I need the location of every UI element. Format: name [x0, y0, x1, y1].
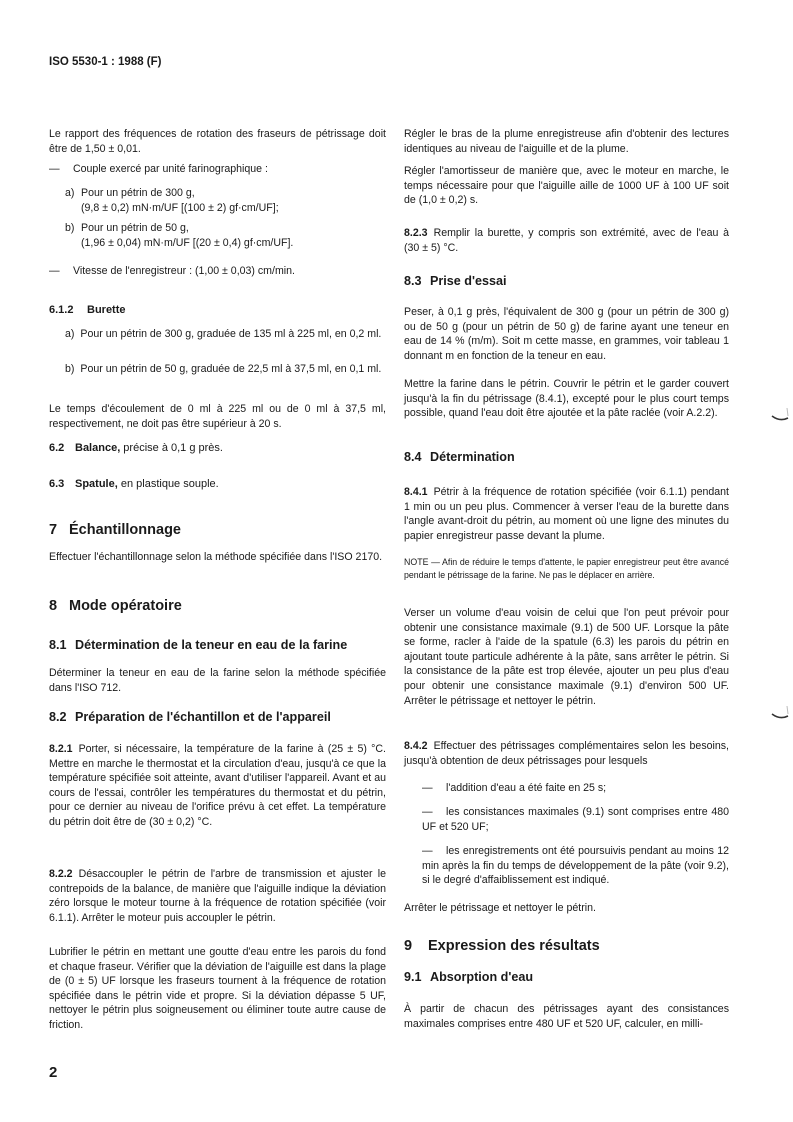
label: b) [65, 363, 75, 375]
heading-number: 9.1 [404, 970, 422, 984]
clause-8-4-1 [404, 485, 729, 543]
heading-8-2 [49, 710, 331, 724]
list-text: l'addition d'eau a été faite en 25 s; [446, 782, 607, 794]
clause-text: Désaccoupler le pétrin de l'arbre de transmission et ajuster le contrepoids de la balance, de manière que l'aiguille indique la déviation zéro lorsque le moteur tourne à la fréquence de rotation spécifiée (voir 6.1.1). Arrêter le moteur puis accoupler le pétrin. [49, 868, 386, 924]
document-header: ISO 5530-1 : 1988 (F) [49, 56, 162, 68]
heading-8-4 [404, 450, 515, 464]
line: Pour un pétrin de 50 g, [81, 222, 189, 234]
list-text: Couple exercé par unité farinographique : [73, 163, 268, 175]
clause-title: Balance, [75, 442, 121, 454]
clause-text: Porter, si nécessaire, la température de la farine à (25 ± 5) °C. Mettre en marche le thermostat et la circulation d'eau, jusqu'à ce que la température spécifiée soit atteinte, avant d'utiliser l'appareil. Avant et au cours de l'essai, contrôler les températures du thermostat et du pétrin, pour ce dernier au niveau de l'orifice prévu à cet effet. La température du pétrin doit être de (30 ± 0,2) °C. [49, 743, 386, 828]
list-item-burette-b [49, 362, 386, 377]
dash: — [422, 806, 433, 818]
heading-number: 9 [404, 938, 413, 954]
margin-change-mark [770, 408, 790, 424]
heading-number: 8.3 [404, 274, 422, 288]
clause-8-2-2 [49, 867, 386, 925]
list-item-condition [404, 781, 729, 796]
heading-8 [49, 598, 182, 614]
heading-title: Détermination de la teneur en eau de la farine [75, 638, 348, 652]
paragraph-peser: Peser, à 0,1 g près, l'équivalent de 300 g (pour un pétrin de 300 g) ou de 50 g (pour un pétrin de 50 g) de farine ayant une teneur en eau de 14 % (m/m). Soit m cette masse, en grammes, voir tableau 1 donnant m en fonction de la teneur en eau. [404, 306, 729, 362]
heading-title: Détermination [430, 450, 515, 464]
heading-number: 8.4 [404, 450, 422, 464]
label: a) [65, 187, 75, 199]
heading-7 [49, 522, 181, 538]
dash: — [49, 163, 60, 175]
paragraph-verser: Verser un volume d'eau voisin de celui que l'on peut prévoir pour obtenir une consistance maximale (9.1) de 500 UF. Lorsque la pâte se forme, racler à l'aide de la spatule (6.3) les parois du pétrin en ajoutant toute particule adhérente à la pâte, sans arrêter le pétrin. Si la consistance de la pâte est trop élevée, ajouter un peu plus d'eau pour obtenir une consistance maximale (9.1) d'environ 500 UF. Arrêter le pétrissage et nettoyer le pétrin. [404, 607, 729, 707]
paragraph-regler-amortisseur: Régler l'amortisseur de manière que, avec le moteur en marche, le temps nécessaire pour que l'aiguille aille de 1000 UF à 100 UF soit de (1,0 ± 0,2) s. [404, 165, 729, 207]
line: (1,96 ± 0,04) mN·m/UF [(20 ± 0,4) gf·cm/UF]. [81, 236, 294, 249]
clause-8-2-1 [49, 742, 386, 830]
dash: — [49, 265, 60, 277]
paragraph-regler-bras: Régler le bras de la plume enregistreuse afin d'obtenir des lectures identiques au niveau de l'aiguille et de la plume. [404, 128, 729, 155]
clause-6-3 [49, 477, 386, 492]
clause-text: Effectuer des pétrissages complémentaires selon les besoins, jusqu'à obtention de deux pétrissages pour lesquels [404, 740, 729, 767]
paragraph-mettre: Mettre la farine dans le pétrin. Couvrir le pétrin et le garder couvert jusqu'à la fin du pétrissage (8.4.1), excepté pour le plus court temps possible, quand l'eau doit être ajoutée et la pâte raclée (voir A.2.2). [404, 378, 729, 420]
heading-8-3 [404, 274, 507, 288]
paragraph-determiner: Déterminer la teneur en eau de la farine selon la méthode spécifiée dans l'ISO 712. [49, 667, 386, 694]
page-number: 2 [49, 1064, 58, 1081]
clause-text: en plastique souple. [117, 478, 219, 490]
list-item-burette-a [49, 327, 386, 342]
line: (9,8 ± 0,2) mN·m/UF [(100 ± 2) gf·cm/UF]; [81, 201, 279, 214]
list-item-condition [404, 844, 729, 888]
dash: — [422, 782, 433, 794]
paragraph-lubrifier: Lubrifier le pétrin en mettant une goutte d'eau entre les parois du fond et chaque fraseur. Vérifier que la déviation de l'aiguille est dans la plage de (0 ± 5) UF lorsque les fraseurs tournent à la fréquence de rotation spécifiée dans le pétrin vide et propre. Si la déviation dépasse 5 UF, nettoyer le pétrin plus soigneusement ou éliminer toute autre cause de friction. [49, 946, 386, 1031]
list-item-couple-b [49, 221, 386, 250]
heading-number: 8.1 [49, 638, 67, 652]
heading-number: 7 [49, 522, 58, 538]
heading-title: Expression des résultats [428, 938, 600, 954]
list-item-condition [404, 805, 729, 834]
list-text: Vitesse de l'enregistreur : (1,00 ± 0,03) cm/min. [73, 265, 295, 277]
dash: — [422, 845, 433, 857]
clause-number: 8.2.2 [49, 868, 73, 880]
label: a) [65, 328, 75, 340]
list-item-vitesse [49, 264, 386, 279]
clause-text: Pétrir à la fréquence de rotation spécifiée (voir 6.1.1) pendant 1 min ou un peu plus. Commencer à verser l'eau de la burette dans l'angle avant-droit du pétrin, au moment où une ligne des minutes du papier enregistreur passe devant la plume. [404, 486, 729, 542]
list-text: Pour un pétrin de 300 g, graduée de 135 ml à 225 ml, en 0,2 ml. [80, 328, 382, 340]
paragraph-effectuer: Effectuer l'échantillonnage selon la méthode spécifiée dans l'ISO 2170. [49, 551, 383, 563]
heading-title: Échantillonnage [69, 522, 181, 538]
heading-title: Préparation de l'échantillon et de l'appareil [75, 710, 331, 724]
clause-number: 8.4.2 [404, 740, 428, 752]
note: NOTE — Afin de réduire le temps d'attente, le papier enregistreur peut être avancé pendant le pétrissage de la farine. Ne pas le déplacer en arrière. [404, 557, 729, 580]
list-text: les consistances maximales (9.1) sont comprises entre 480 UF et 520 UF; [422, 806, 729, 833]
clause-number: 6.3 [49, 478, 65, 490]
line: Pour un pétrin de 300 g, [81, 187, 195, 199]
heading-title: Prise d'essai [430, 274, 507, 288]
clause-text: Remplir la burette, y compris son extrémité, avec de l'eau à (30 ± 5) °C. [404, 227, 729, 254]
list-item-couple-a [49, 186, 386, 215]
label: b) [65, 222, 75, 234]
paragraph-arreter: Arrêter le pétrissage et nettoyer le pétrin. [404, 902, 596, 914]
heading-8-1 [49, 638, 347, 652]
list-text: Pour un pétrin de 50 g, graduée de 22,5 ml à 37,5 ml, en 0,1 ml. [80, 363, 382, 375]
heading-9 [404, 938, 600, 954]
heading-number: 6.1.2 [49, 304, 74, 316]
heading-9-1 [404, 970, 533, 984]
paragraph-rapport: Le rapport des fréquences de rotation des fraseurs de pétrissage doit être de 1,50 ± 0,01. [49, 128, 386, 155]
clause-number: 8.2.3 [404, 227, 428, 239]
heading-title: Mode opératoire [69, 598, 182, 614]
clause-6-2 [49, 441, 386, 456]
heading-number: 8.2 [49, 710, 67, 724]
margin-change-mark [770, 706, 790, 722]
clause-number: 8.4.1 [404, 486, 428, 498]
clause-text: précise à 0,1 g près. [120, 442, 223, 454]
heading-number: 8 [49, 598, 58, 614]
clause-8-4-2 [404, 739, 729, 768]
heading-title: Absorption d'eau [430, 970, 534, 984]
clause-number: 8.2.1 [49, 743, 73, 755]
clause-title: Spatule, [75, 478, 118, 490]
list-text: les enregistrements ont été poursuivis pendant au moins 12 min après la fin du temps de développement de la pâte (voir 9.2), si le degré d'affaiblissement est indiqué. [422, 845, 729, 887]
clause-8-2-3 [404, 226, 729, 255]
paragraph-temps: Le temps d'écoulement de 0 ml à 225 ml ou de 0 ml à 37,5 ml, respectivement, ne doit pas être supérieur à 20 s. [49, 403, 386, 430]
heading-6-1-2 [49, 304, 126, 316]
paragraph-a-partir: À partir de chacun des pétrissages ayant des consistances maximales comprises entre 480 UF et 520 UF, calculer, en milli- [404, 1003, 729, 1030]
list-item-couple [49, 162, 386, 177]
heading-title: Burette [87, 304, 126, 316]
clause-number: 6.2 [49, 442, 65, 454]
